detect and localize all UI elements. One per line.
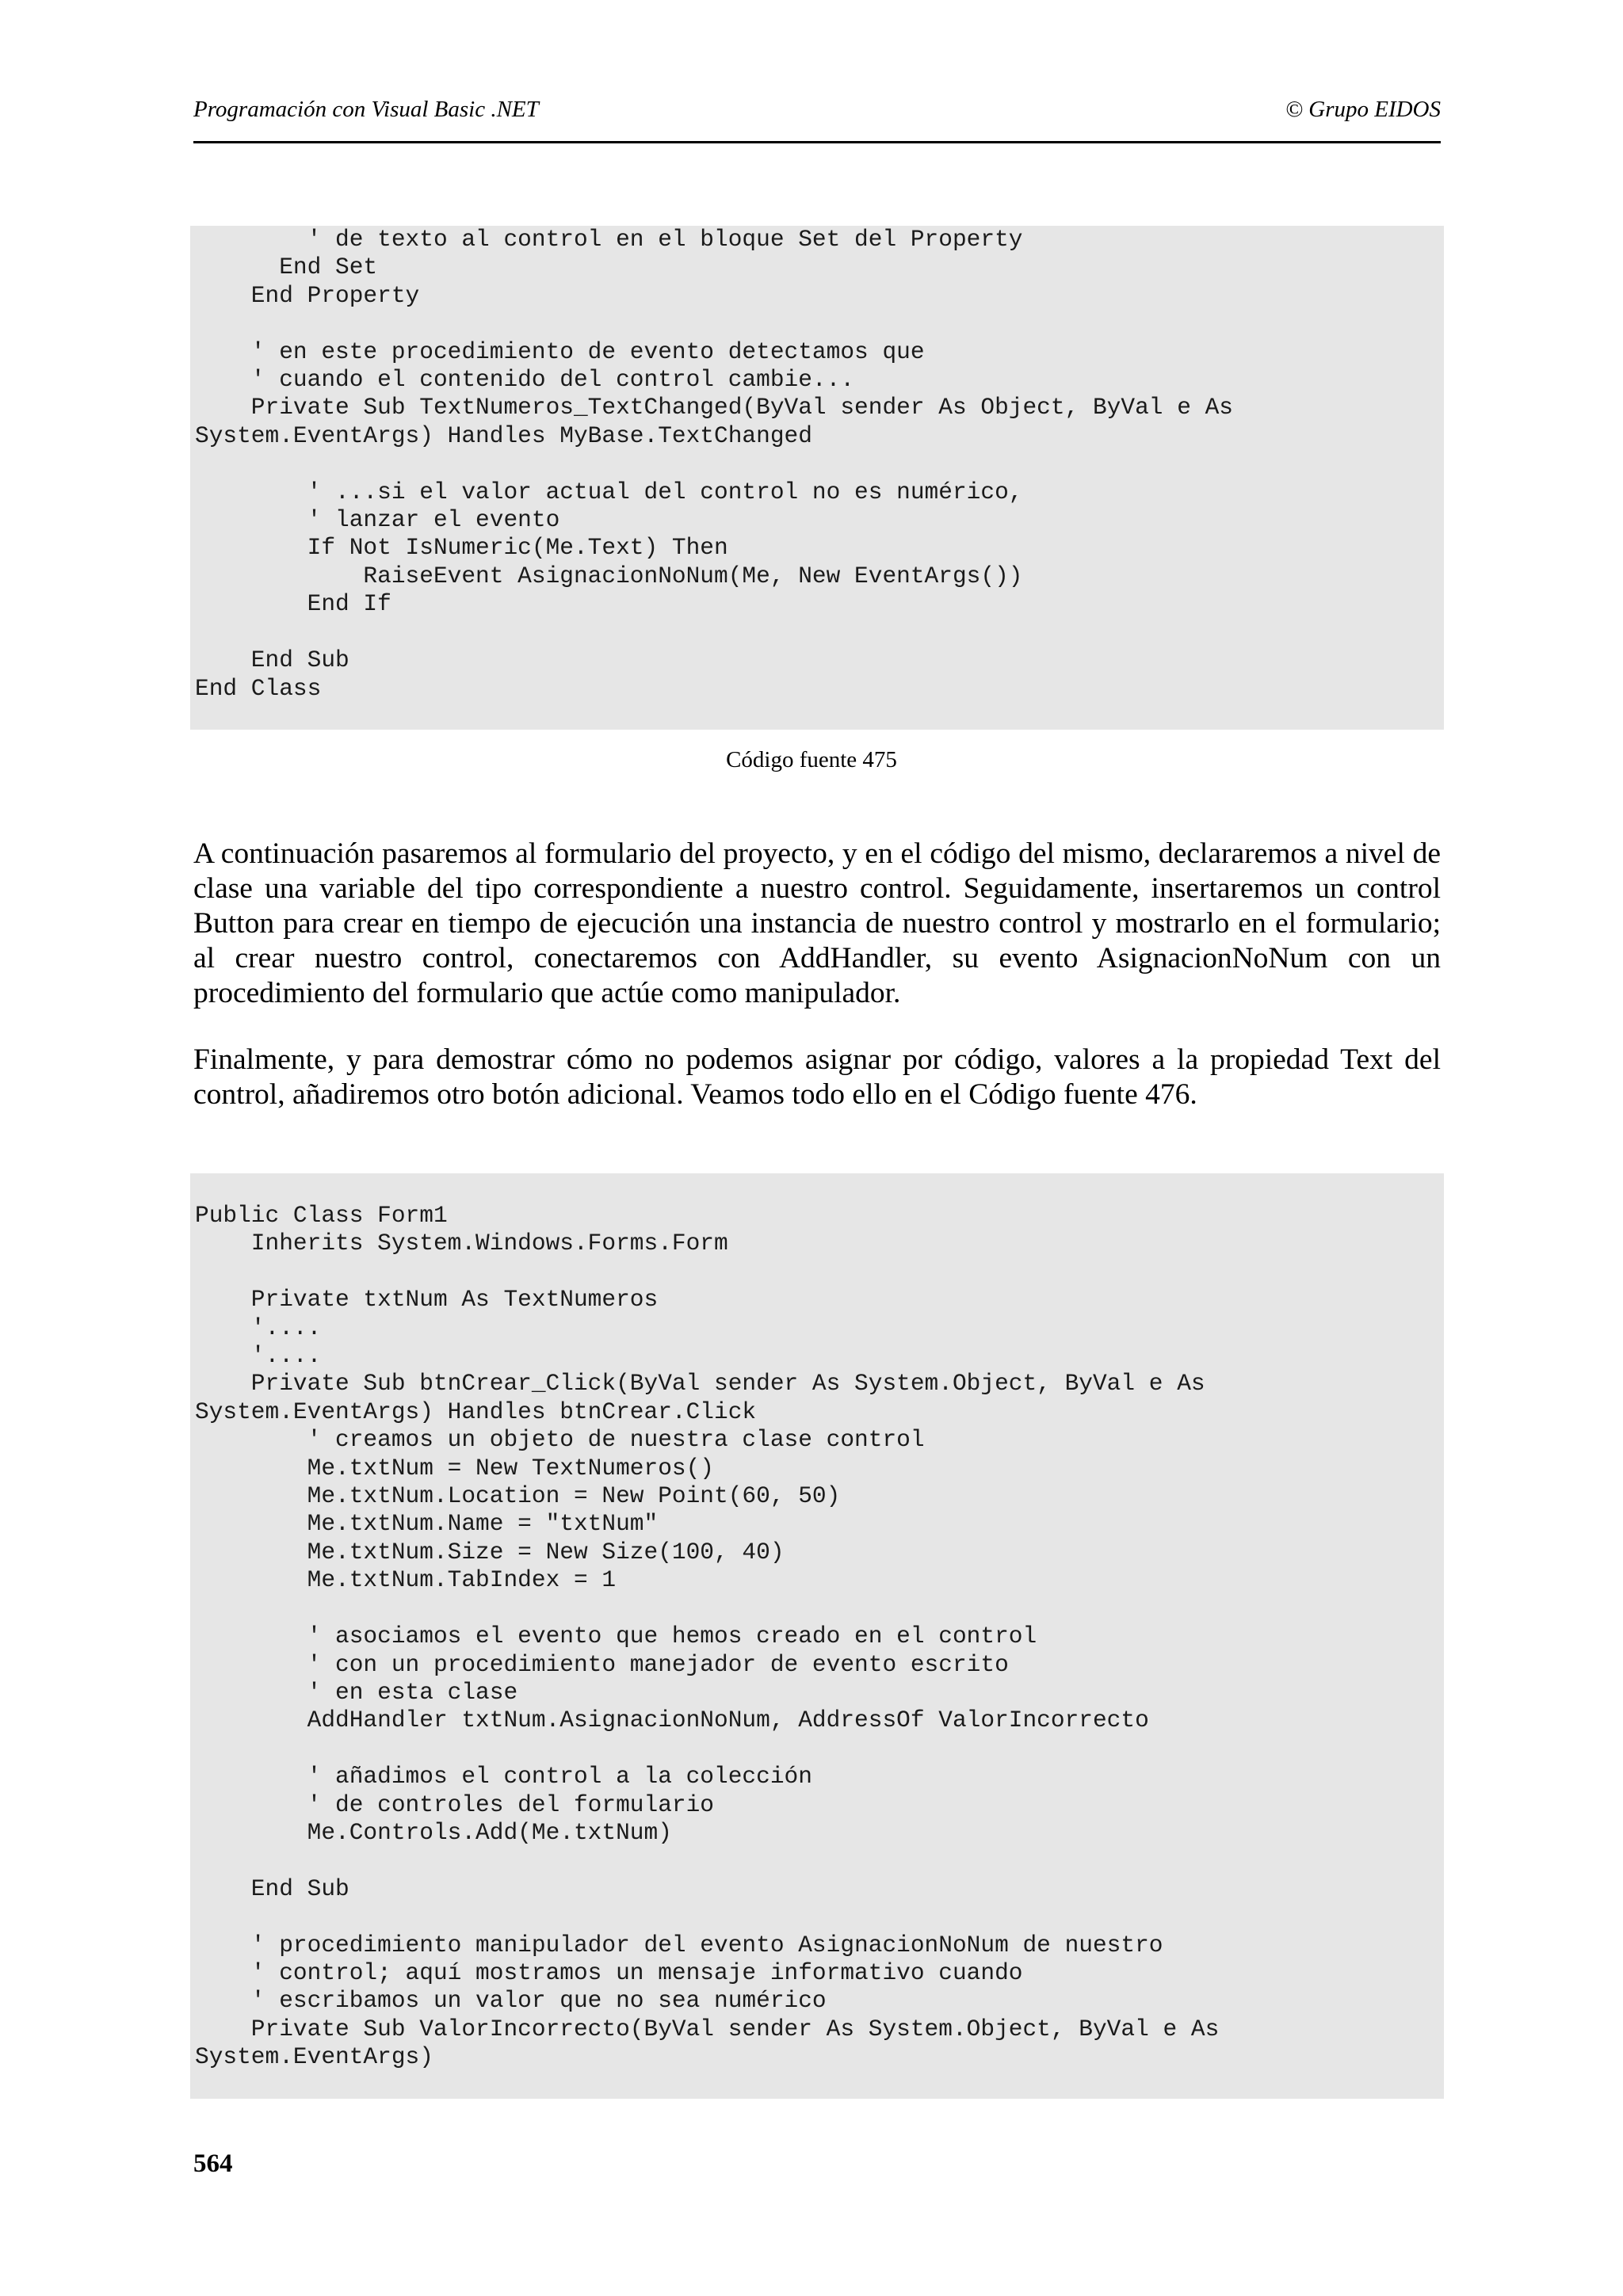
body-paragraph: A continuación pasaremos al formulario del proyecto, y en el código del mismo, declararemos a nivel de clase una variable del tipo correspondiente a nuestro control. Seguidamente, insertaremos un control Button para crear en tiempo de ejecución una instancia de nuestro control y mostrarlo en el formulario; al crear nuestro control, conectaremos con AddHandler, su evento AsignacionNoNum con un procedimiento del formulario que actúe como manipulador. (193, 837, 1441, 1009)
code-caption: Código fuente 475 (726, 747, 897, 772)
code-block-476 (190, 1173, 1444, 2099)
publisher: © Grupo EIDOS (1285, 97, 1441, 122)
code-text: Public Class Form1 Inherits System.Windows.Forms.Form Private txtNum As TextNumeros '.... '.... Private Sub btnCrear_Click(ByVal sender As System.Object, ByVal e As System.EventArgs) Handles btnCrear.Click ' creamos un objeto de nuestra clase control Me.txtNum = New TextNumeros() Me.txtNum.Location = New Point(60, 50) Me.txtNum.Name = "txtNum" Me.txtNum.Size = New Size(100, 40) Me.txtNum.TabIndex = 1 ' asociamos el evento que hemos creado en el control ' con un procedimiento manejador de evento escrito ' en esta clase AddHandler txtNum.AsignacionNoNum, AddressOf ValorIncorrecto ' añadimos el control a la colección ' de controles del formulario Me.Controls.Add(Me.txtNum) End Sub ' procedimiento manipulador del evento AsignacionNoNum de nuestro ' control; aquí mostramos un mensaje informativo cuando ' escribamos un valor que no sea numérico Private Sub ValorIncorrecto(ByVal sender As System.Object, ByVal e As System.EventArgs) (195, 1202, 1220, 2071)
page-header (193, 93, 1441, 143)
code-text: ' de texto al control en el bloque Set del Property End Set End Property ' en este procedimiento de evento detectamos que ' cuando el contenido del control cambie... Private Sub TextNumeros_TextChanged(ByVal sender As Object, ByVal e As System.EventArgs) Handles MyBase.TextChanged ' ...si el valor actual del control no es numérico, ' lanzar el evento If Not IsNumeric(Me.Text) Then RaiseEvent AsignacionNoNum(Me, New EventArgs()) End If End Sub End Class (195, 226, 1234, 702)
body-paragraph: Finalmente, y para demostrar cómo no podemos asignar por código, valores a la propiedad Text del control, añadiremos otro botón adicional. Veamos todo ello en el Código fuente 476. (193, 1043, 1441, 1111)
page-number: 564 (193, 2149, 233, 2178)
code-block-475 (190, 226, 1444, 730)
book-title: Programación con Visual Basic .NET (193, 97, 539, 122)
